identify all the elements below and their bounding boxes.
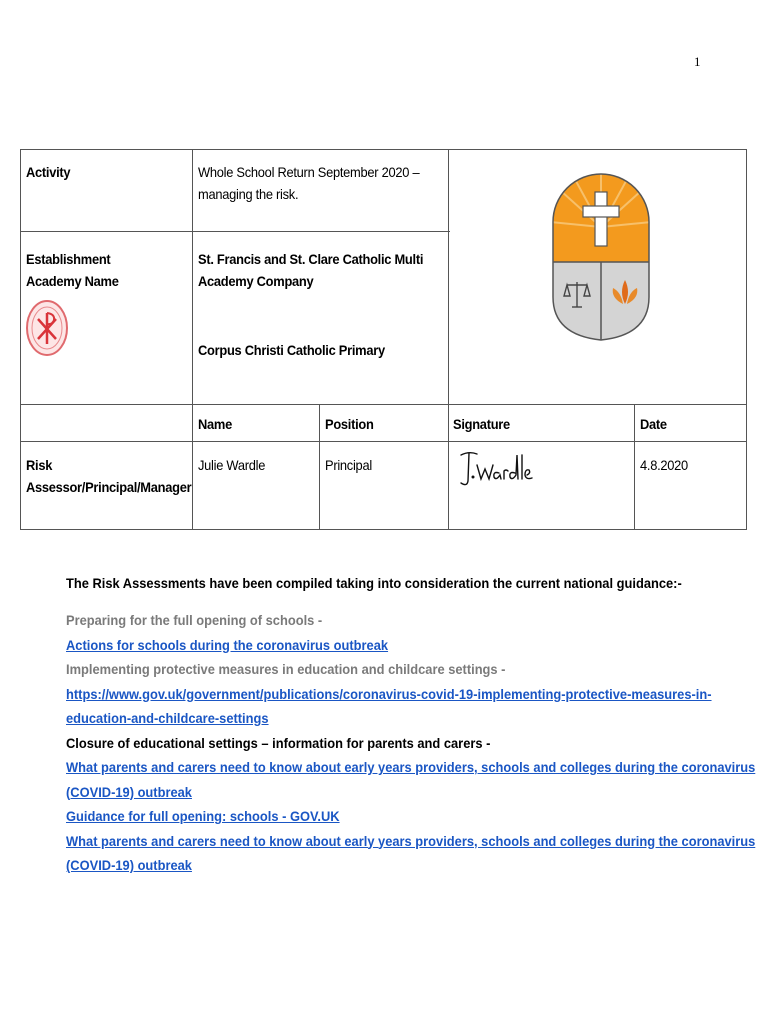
guidance-link[interactable]: https://www.gov.uk/government/publications/coronavirus-covid-19-implementing-protective-measures-in- [66,685,712,702]
establishment-value [198,248,423,292]
establishment-value-line: Academy Company [198,273,314,289]
table-divider [448,149,449,529]
activity-value [198,161,419,205]
assessor-position: Principal [325,457,372,473]
assessor-date: 4.8.2020 [640,457,688,473]
guidance-link[interactable]: What parents and carers need to know about early years providers, schools and colleges during the coronavirus [66,759,756,775]
chi-rho-stamp-icon [25,299,69,357]
activity-value-line: managing the risk. [198,186,299,202]
guidance-text-line: Closure of educational settings – information for parents and carers - [66,734,491,751]
establishment-label-line: Establishment [26,251,111,267]
school-name: Corpus Christi Catholic Primary [198,342,385,358]
assessor-name: Julie Wardle [198,457,266,473]
establishment-value-line: St. Francis and St. Clare Catholic Multi [198,251,424,267]
activity-value-line: Whole School Return September 2020 – [198,164,420,180]
assessor-label-line: Assessor/Principal/Manager [26,479,192,495]
table-border-bottom [20,529,747,530]
table-divider [20,404,747,405]
table-border-top [20,149,747,150]
guidance-link[interactable]: (COVID-19) outbreak [66,857,192,873]
guidance-link[interactable]: education-and-childcare-settings [66,710,269,726]
table-divider [20,231,450,232]
guidance-text-line: Implementing protective measures in education and childcare settings - [66,661,506,677]
table-border-right [746,149,747,529]
guidance-link[interactable]: Guidance for full opening: schools - GOV.UK [66,808,340,824]
establishment-label-line: Academy Name [26,273,119,289]
guidance-section [66,572,756,878]
guidance-heading: The Risk Assessments have been compiled taking into consideration the current national guidance:- [66,575,682,591]
guidance-link[interactable]: What parents and carers need to know about early years providers, schools and colleges during the coronavirus [66,832,756,849]
guidance-link[interactable]: (COVID-19) outbreak [66,783,192,800]
table-divider [20,441,747,442]
table-divider [319,404,320,529]
activity-label: Activity [26,164,71,180]
establishment-label [26,248,119,292]
assessor-label [26,454,191,498]
header-signature: Signature [453,416,510,432]
table-divider [634,404,635,529]
guidance-link[interactable]: Actions for schools during the coronavirus outbreak [66,636,389,653]
handwritten-signature [455,447,535,493]
school-crest-icon [551,172,651,342]
header-name: Name [198,416,232,432]
header-date: Date [640,416,667,432]
guidance-text-line: Preparing for the full opening of schools - [66,612,323,628]
assessor-label-line: Risk [26,457,53,473]
risk-assessment-table [20,149,747,529]
header-position: Position [325,416,374,432]
page-number: 1 [694,54,701,69]
table-divider [192,149,193,529]
table-border-left [20,149,21,529]
